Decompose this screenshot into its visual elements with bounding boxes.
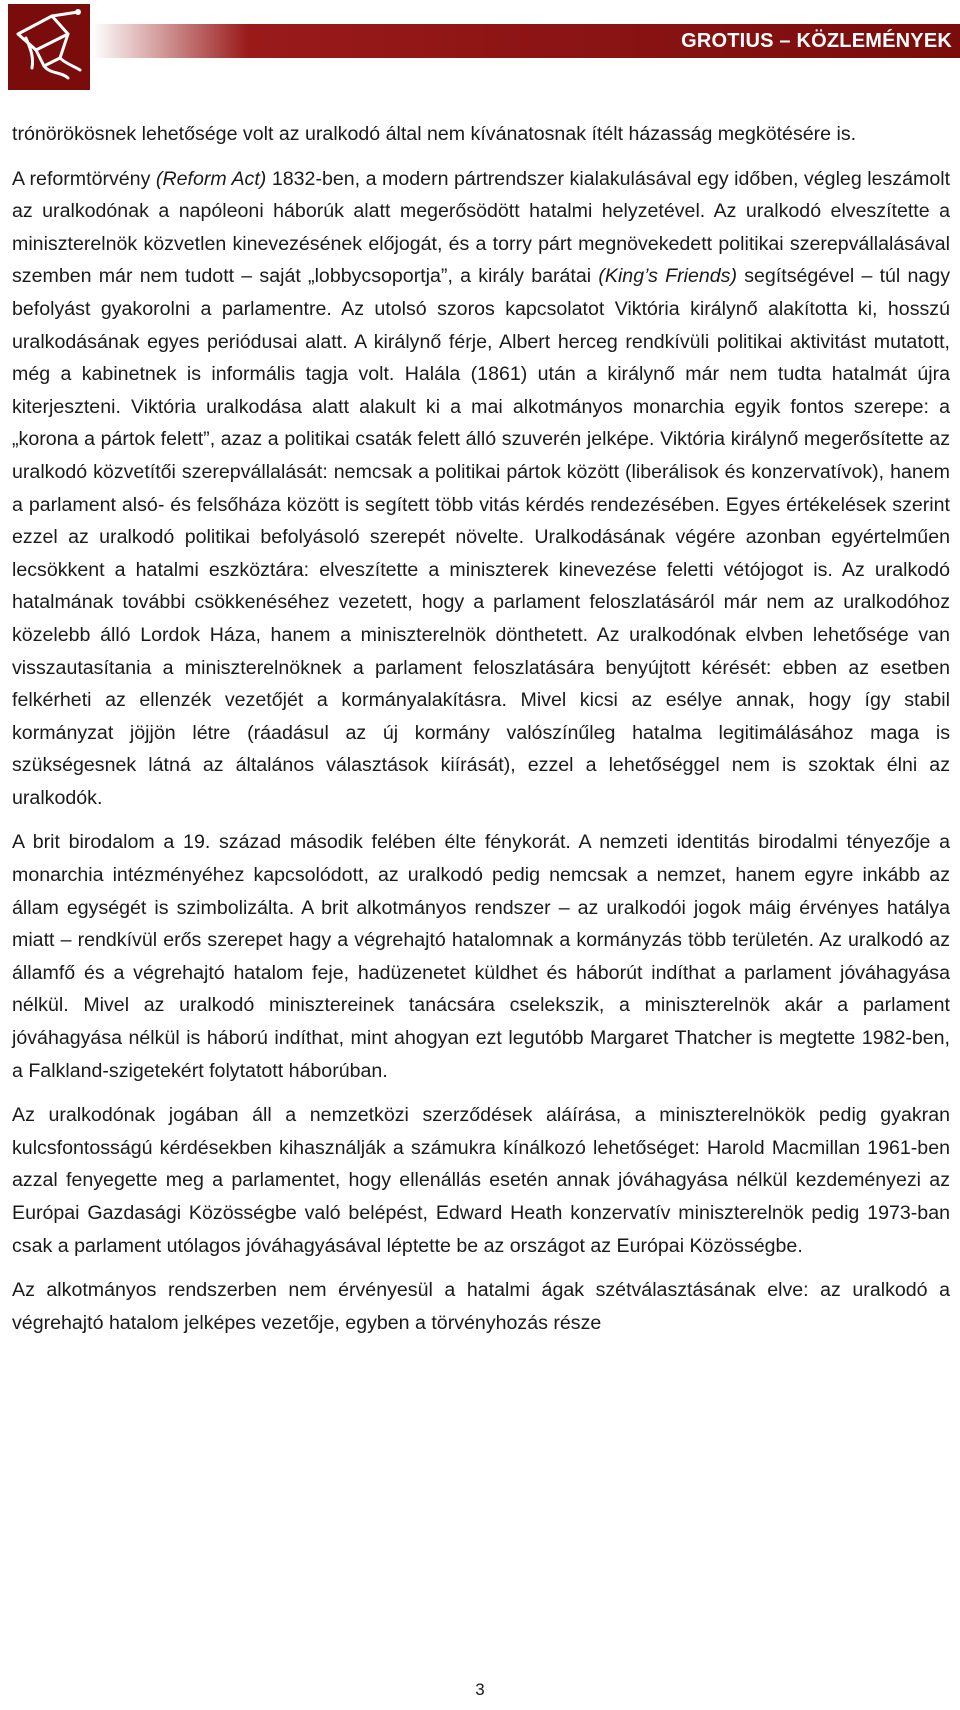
paragraph-text: 1832-ben, a modern pártrendszer kialakulásával egy időben, végleg leszámolt az uralkodónak a napóleoni háborúk alatt megerősödött hatalmi helyzetével. Az uralkodó elveszítette a miniszterelnök közvetlen kinevezésének előjogát, és a torry párt megnövekedett politikai szerepvállalásával szemben már nem tudott – saját „lobbycsoportja”, a király barátai	[12, 167, 951, 288]
paragraph-text: Az uralkodónak jogában áll a nemzetközi szerződések aláírása, a miniszterelnökök pedig gyakran kulcsfontosságú kérdésekben kihasználják a számukra kínálkozó lehetőséget: Harold Macmillan 1961-ben azzal fenyegette meg a parlamentet, hogy ellenállás esetén annak jóváhagyása nélkül kezdeményezi az Európai Gazdasági Közösségbe való belépést, Edward Heath konzervatív miniszterelnök pedig 1973-ban csak a parlament utólagos jóváhagyásával léptette be az országot az Európai Közösségbe.	[12, 1104, 950, 1257]
document-body	[12, 118, 950, 1351]
page-number: 3	[475, 1680, 485, 1699]
paragraph-text: Az alkotmányos rendszerben nem érvényesül a hatalmi ágak szétválasztásának elve: az uralkodó a végrehajtó hatalom jelképes vezetője, egyben a törvényhozás része	[12, 1279, 950, 1334]
paragraph-text: A brit birodalom a 19. század második felében élte fénykorát. A nemzeti identitás birodalmi tényezője a monarchia intézményéhez kapcsolódott, az uralkodó pedig nemcsak a nemzet, hanem egyre inkább az állam egységét is szimbolizálta. A brit alkotmányos rendszer – az uralkodói jogok máig érvényes hatálya miatt – rendkívül erős szerepet hagy a végrehajtó hatalomnak a kormányzás több területén. Az uralkodó az államfő és a végrehajtó hatalom feje, hadüzenetet küldhet és háborút indíthat a parlament jóváhagyása nélkül. Mivel az uralkodó minisztereinek tanácsára cselekszik, a miniszterelnök akár a parlament jóváhagyása nélkül is háború indíthat, mint ahogyan ezt legutóbb Margaret Thatcher is megtette 1982-ben, a Falkland-szigetekért folytatott háborúban.	[12, 831, 950, 1082]
logo	[8, 4, 90, 90]
paragraph	[12, 1274, 950, 1339]
header-bar	[92, 24, 960, 58]
italic-text: (Reform Act)	[155, 167, 267, 190]
paragraph-text: A reformtörvény	[12, 167, 156, 190]
paragraph	[12, 163, 950, 815]
paragraph	[12, 1099, 950, 1262]
paragraph	[12, 118, 950, 151]
quill-globe-logo-icon	[8, 4, 90, 90]
page-header	[0, 0, 960, 95]
paragraph-text: trónörökösnek lehetősége volt az uralkodó által nem kívánatosnak ítélt házasság megkötésére is.	[12, 123, 857, 145]
paragraph-text: segítségével – túl nagy befolyást gyakorolni a parlamentre. Az utolsó szoros kapcsolatot Viktória királynő alakította ki, hosszú uralkodásának egyes periódusai alatt. A királynő férje, Albert herceg rendkívüli politikai aktivitást mutatott, még a kabinetnek is informális tagja volt. Halála (1861) után a királynő már nem tudta hatalmát újra kiterjeszteni. Viktória uralkodása alatt alakult ki a mai alkotmányos monarchia egyik fontos szerepe: a „korona a pártok felett”, azaz a politikai csaták felett álló szuverén jelképe. Viktória királynő megerősítette az uralkodó közvetítői szerepvállalását: nemcsak a politikai pártok között (liberálisok és konzervatívok), hanem a parlament alsó- és felsőháza között is segített több vitás kérdés rendezésében. Egyes értékelések szerint ezzel az uralkodó politikai befolyásoló szerepét növelte. Uralkodásának végére azonban egyértelműen lecsökkent a hatalmi eszköztára: elveszítette a miniszterek kinevezése feletti vétójogot is. Az uralkodó hatalmának további csökkenéséhez vezetett, hogy a parlament feloszlatásáról már nem az uralkodóhoz közelebb álló Lordok Háza, hanem a miniszterelnök dönthetett. Az uralkodónak elvben lehetősége van visszautasítania a miniszterelnöknek a parlament feloszlatására benyújtott kérését: ebben az esetben felkérheti az ellenzék vezetőjét a kormányalakításra. Mivel kicsi az esélye annak, hogy így stabil kormányzat jöjjön létre (ráadásul az új kormány valószínűleg hatalma legitimálásához maga is szükségesnek látná az általános választások kiírását), ezzel a lehetőséggel nem is szoktak élni az uralkodók.	[12, 265, 950, 809]
italic-text: (King’s Friends)	[598, 265, 737, 288]
paragraph	[12, 826, 950, 1087]
header-title: GROTIUS – KÖZLEMÉNYEK	[681, 30, 952, 52]
